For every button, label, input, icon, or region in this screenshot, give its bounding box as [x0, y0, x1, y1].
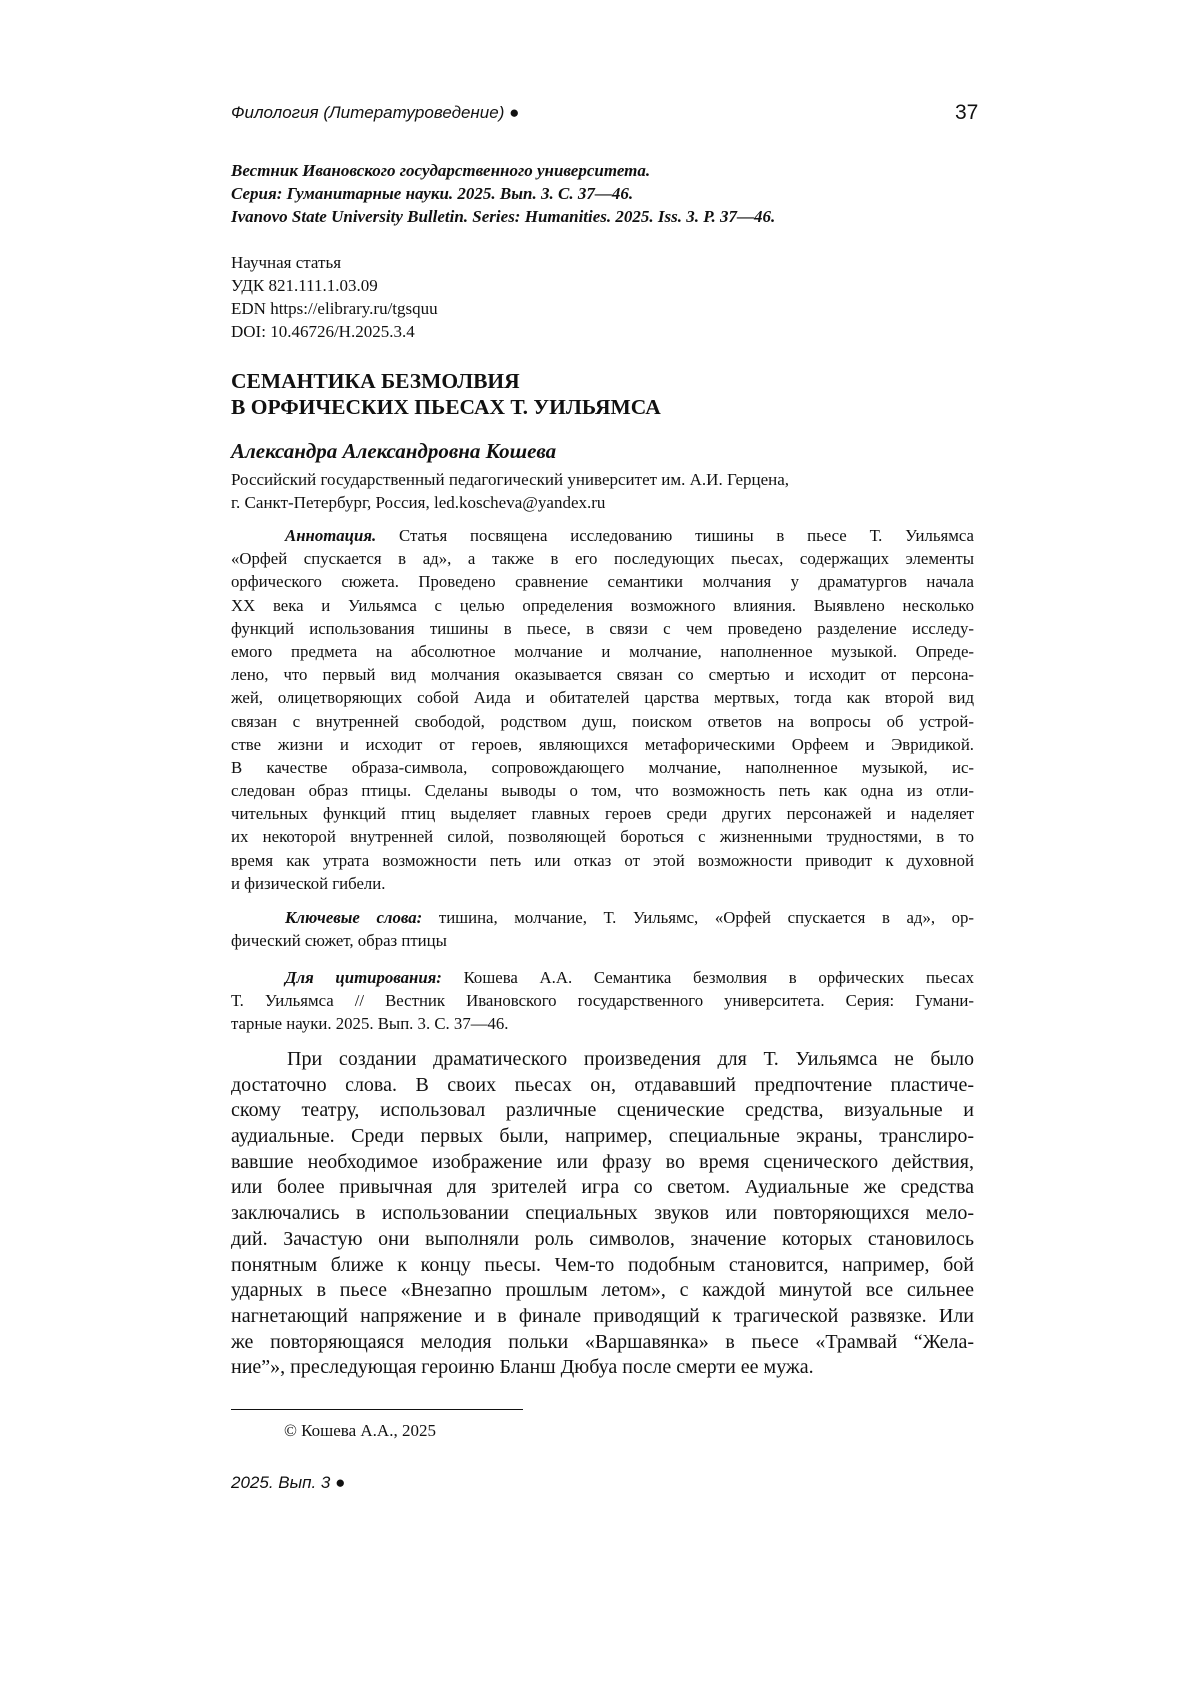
journal-citation [231, 159, 775, 228]
keywords-line [231, 906, 974, 929]
affiliation-line: г. Санкт-Петербург, Россия, led.koscheva@yandex.ru [231, 491, 789, 514]
abstract-line: и физической гибели. [231, 872, 974, 895]
abstract-text: Статья посвящена исследованию тишины в пьесе Т. Уильямса [399, 526, 974, 545]
affiliation-line: Российский государственный педагогический университет им. А.И. Герцена, [231, 468, 789, 491]
body-line: достаточно слова. В своих пьесах он, отдававший предпочтение пластиче- [231, 1073, 974, 1099]
abstract-label: Аннотация. [285, 526, 376, 545]
footer-issue: 2025. Вып. 3 ● [231, 1473, 345, 1493]
title-line: СЕМАНТИКА БЕЗМОЛВИЯ [231, 368, 661, 394]
abstract-line: «Орфей спускается в ад», а также в его последующих пьесах, содержащих элементы [231, 547, 974, 570]
citation-line [231, 966, 974, 989]
citation-line: тарные науки. 2025. Вып. 3. С. 37—46. [231, 1012, 974, 1035]
article-meta [231, 251, 438, 343]
keywords [231, 906, 974, 952]
page-number: 37 [955, 101, 978, 125]
udc-code: УДК 821.111.1.03.09 [231, 274, 438, 297]
abstract-line: В качестве образа-символа, сопровождающего молчание, наполненное музыкой, ис- [231, 756, 974, 779]
body-line: дий. Зачастую они выполняли роль символов, значение которых становилось [231, 1227, 974, 1253]
body-line: При создании драматического произведения для Т. Уильямса не было [231, 1047, 974, 1073]
edn-link: EDN https://elibrary.ru/tgsquu [231, 297, 438, 320]
abstract-line: стве жизни и исходит от героев, являющихся метафорическими Орфеем и Эвридикой. [231, 733, 974, 756]
abstract-line: время как утрата возможности петь или отказ от этой возможности приводит к духовной [231, 849, 974, 872]
abstract-line: чительных функций птиц выделяет главных героев среди других персонажей и наделяет [231, 802, 974, 825]
article-type: Научная статья [231, 251, 438, 274]
abstract-line: лено, что первый вид молчания оказывается связан со смертью и исходит от персона- [231, 663, 974, 686]
body-line: аудиальные. Среди первых были, например, специальные экраны, транслиро- [231, 1124, 974, 1150]
abstract-line: их некоторой внутренней силой, позволяющей бороться с жизненными трудностями, в то [231, 825, 974, 848]
abstract-line: емого предмета на абсолютное молчание и молчание, наполненное музыкой. Опреде- [231, 640, 974, 663]
journal-citation-line: Вестник Ивановского государственного университета. [231, 159, 775, 182]
body-line: ударных в пьесе «Внезапно прошлым летом», с каждой минутой все сильнее [231, 1278, 974, 1304]
author-name: Александра Александровна Кошева [231, 439, 556, 464]
journal-citation-line: Серия: Гуманитарные науки. 2025. Вып. 3. С. 37—46. [231, 182, 775, 205]
citation-text: Кошева А.А. Семантика безмолвия в орфических пьесах [464, 968, 974, 987]
body-line: вавшие необходимое изображение или фразу во время сценического действия, [231, 1150, 974, 1176]
abstract-line: орфического сюжета. Проведено сравнение семантики молчания у драматургов начала [231, 570, 974, 593]
footnote-divider [231, 1409, 523, 1410]
body-paragraph [231, 1047, 974, 1381]
body-line: заключались в использовании специальных звуков или повторяющихся мело- [231, 1201, 974, 1227]
body-line: же повторяющаяся мелодия польки «Варшавянка» в пьесе «Трамвай “Жела- [231, 1330, 974, 1356]
abstract-line: связан с внутренней свободой, родством душ, поиском ответов на вопросы об устрой- [231, 710, 974, 733]
doi: DOI: 10.46726/H.2025.3.4 [231, 320, 438, 343]
keywords-text: тишина, молчание, Т. Уильямс, «Орфей спускается в ад», ор- [439, 908, 974, 927]
abstract-line: XX века и Уильямса с целью определения возможного влияния. Выявлено несколько [231, 594, 974, 617]
running-head: Филология (Литературоведение) ● [231, 103, 519, 123]
copyright-note: © Кошева А.А., 2025 [284, 1421, 436, 1441]
citation-line: Т. Уильямса // Вестник Ивановского государственного университета. Серия: Гумани- [231, 989, 974, 1012]
abstract-line: жей, олицетворяющих собой Аида и обитателей царства мертвых, тогда как второй вид [231, 686, 974, 709]
body-line: нагнетающий напряжение и в финале приводящий к трагической развязке. Или [231, 1304, 974, 1330]
article-title [231, 368, 661, 420]
body-line: скому театру, использовал различные сценические средства, визуальные и [231, 1098, 974, 1124]
abstract [231, 524, 974, 895]
keywords-line: фический сюжет, образ птицы [231, 929, 974, 952]
body-line: ние”», преследующая героиню Бланш Дюбуа после смерти ее мужа. [231, 1355, 974, 1381]
abstract-line [231, 524, 974, 547]
citation-note [231, 966, 974, 1036]
journal-citation-line: Ivanovo State University Bulletin. Series: Humanities. 2025. Iss. 3. P. 37—46. [231, 205, 775, 228]
citation-label: Для цитирования: [285, 968, 442, 987]
title-line: В ОРФИЧЕСКИХ ПЬЕСАХ Т. УИЛЬЯМСА [231, 394, 661, 420]
keywords-label: Ключевые слова: [285, 908, 422, 927]
abstract-line: функций использования тишины в пьесе, в связи с чем проведено разделение исследу- [231, 617, 974, 640]
body-line: или более привычная для зрителей игра со светом. Аудиальные же средства [231, 1175, 974, 1201]
abstract-line: следован образ птицы. Сделаны выводы о том, что возможность петь как одна из отли- [231, 779, 974, 802]
body-line: понятным ближе к концу пьесы. Чем-то подобным становится, например, бой [231, 1253, 974, 1279]
author-affiliation [231, 468, 789, 514]
